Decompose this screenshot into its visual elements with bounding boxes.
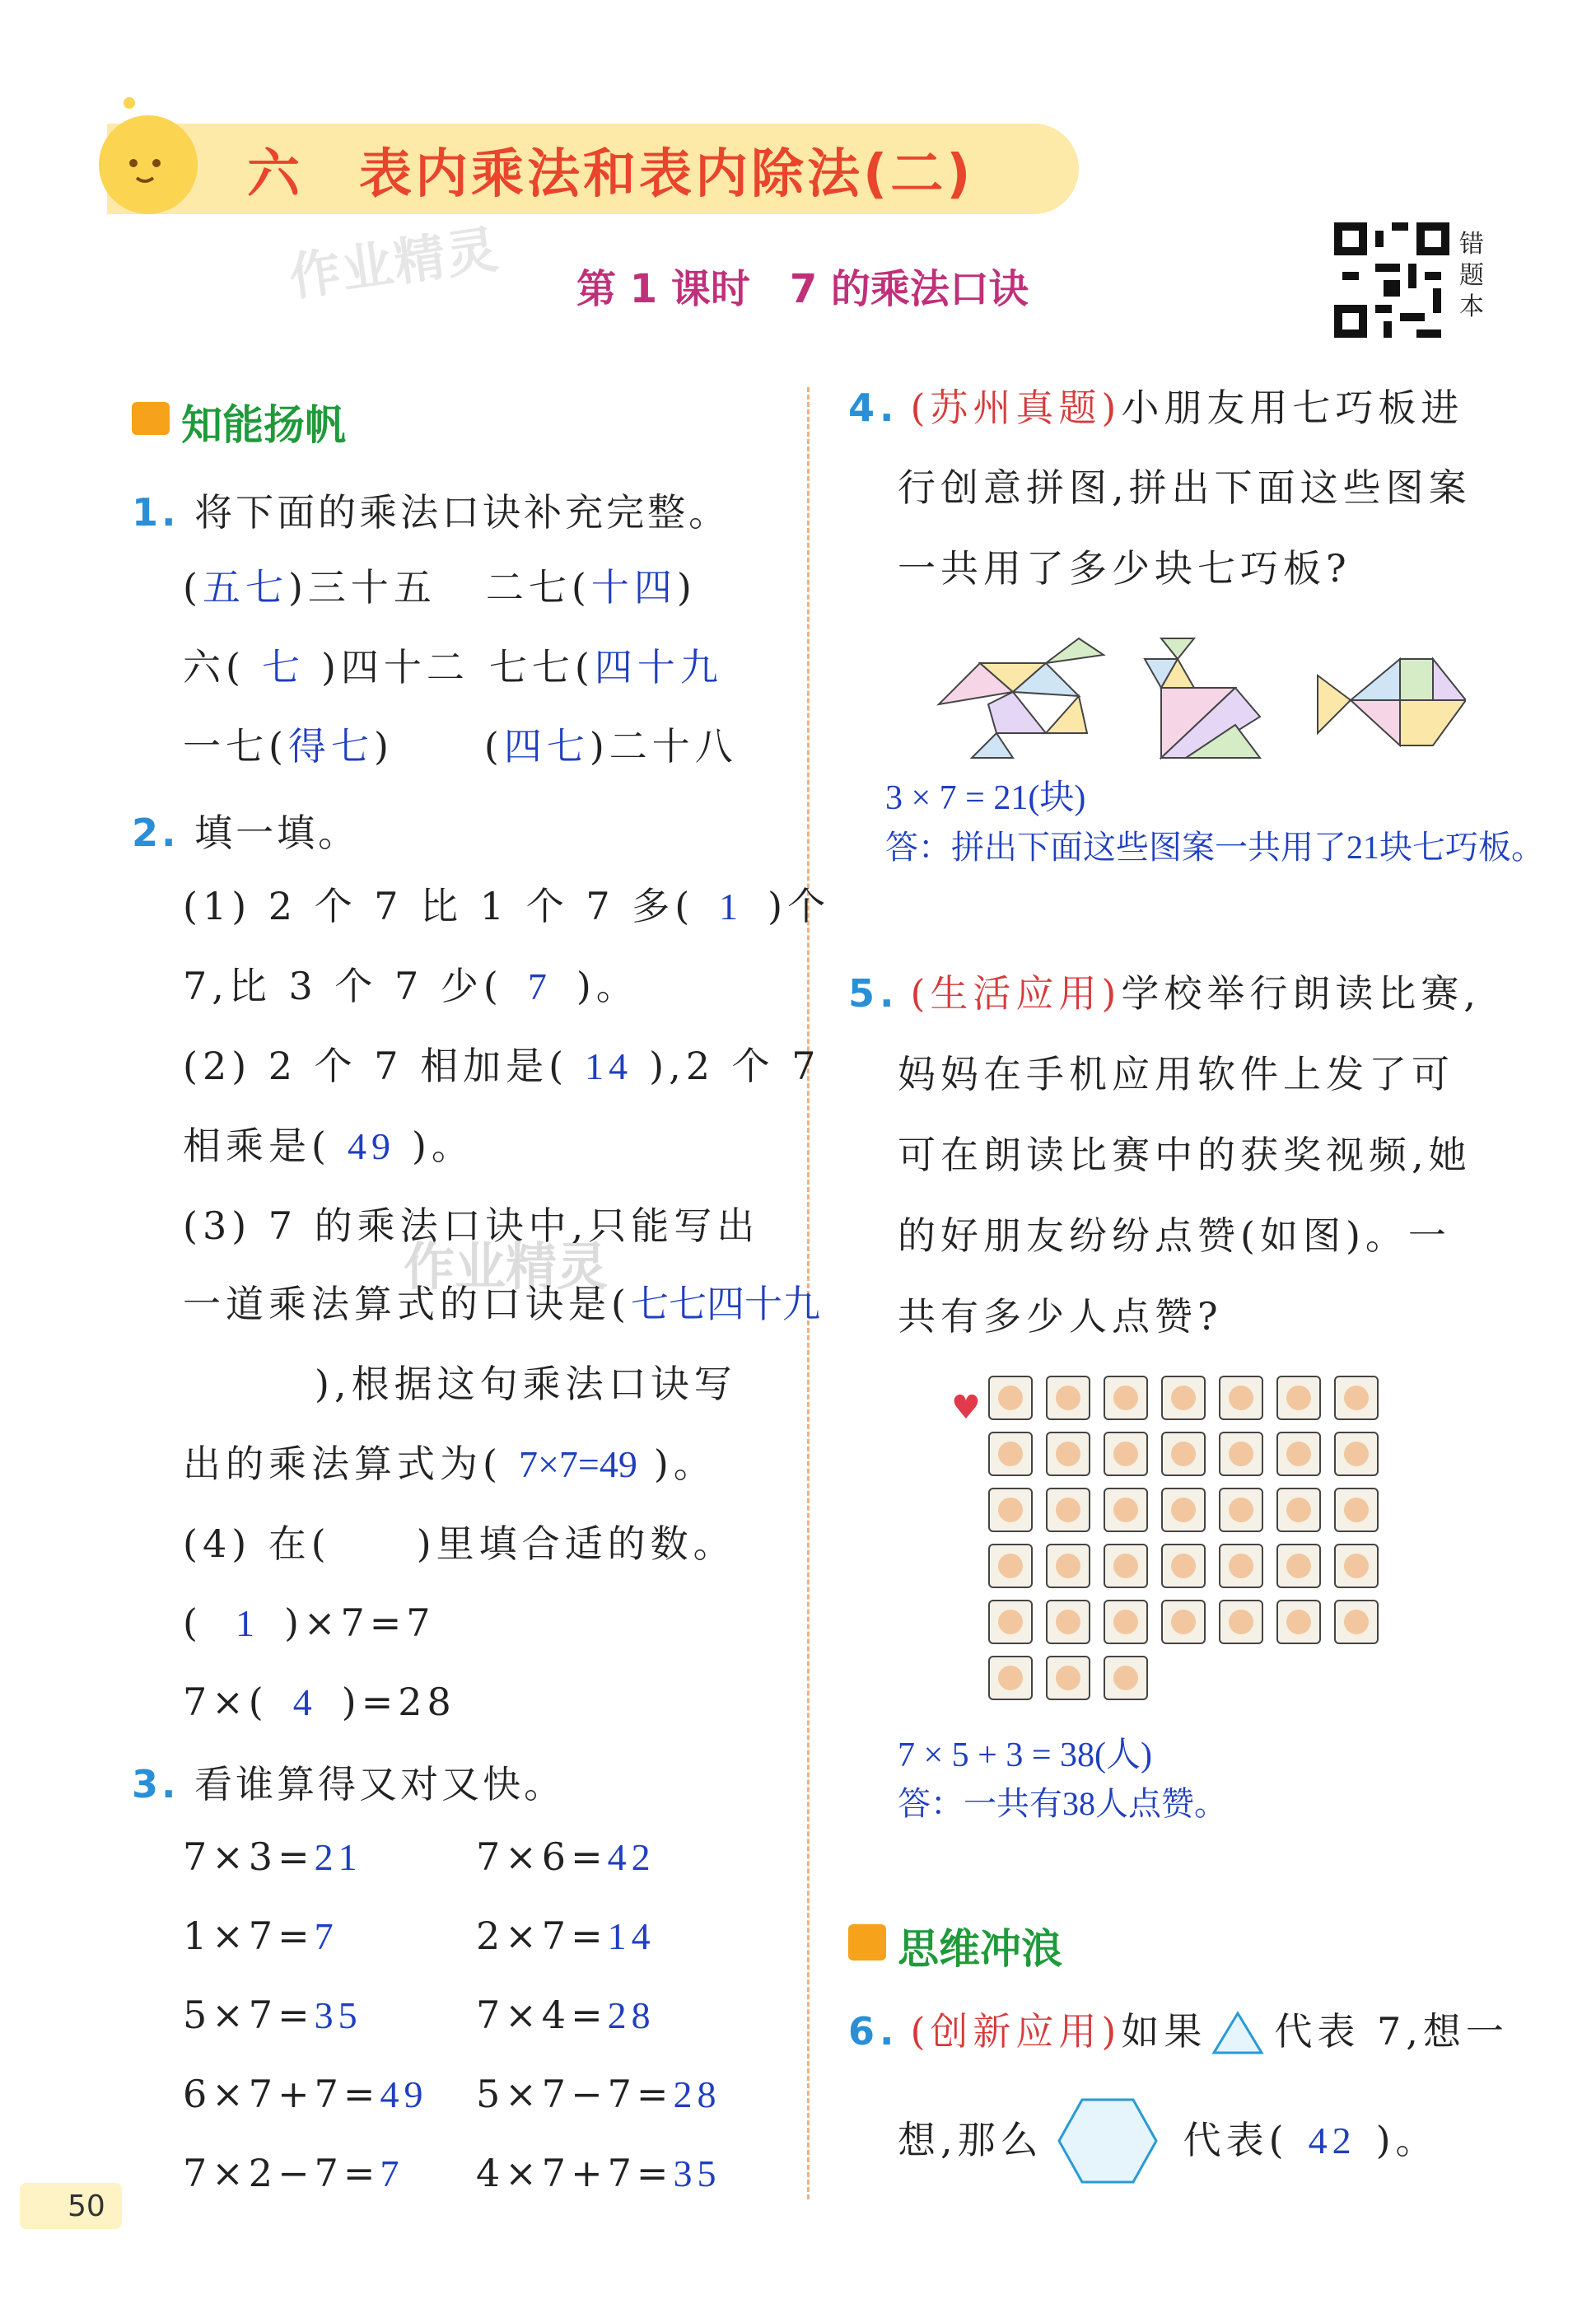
- avatar: [1334, 1600, 1379, 1644]
- avatar: [1161, 1544, 1206, 1588]
- q3-row-4: 6×7+7=49 5×7−7=28: [183, 2072, 721, 2116]
- triangle-icon: [1211, 2010, 1265, 2056]
- avatar: [1219, 1600, 1263, 1644]
- avatar: [988, 1488, 1033, 1532]
- likes-avatar-grid: [988, 1376, 1433, 1713]
- answer: 1: [719, 886, 744, 928]
- q2-line-5: (3) 7 的乘法口诀中,只能写出: [183, 1203, 760, 1248]
- q2-line-9: (4) 在( )里填合适的数。: [183, 1521, 736, 1566]
- answer: 十四: [590, 567, 677, 609]
- q5-line-3: 可在朗读比赛中的获奖视频,她: [898, 1133, 1472, 1177]
- avatar: [1276, 1376, 1321, 1420]
- answer: 35: [314, 1994, 362, 2036]
- q5-line-4: 的好朋友纷纷点赞(如图)。一: [898, 1213, 1451, 1258]
- answer: 4: [292, 1681, 317, 1723]
- q2-line-7: ),根据这句乘法口诀写: [315, 1362, 737, 1406]
- section-icon: [132, 402, 170, 435]
- avatar: [1219, 1432, 1263, 1476]
- answer: 42: [607, 1836, 656, 1878]
- answer: 14: [607, 1915, 656, 1957]
- q2-heading: [132, 803, 359, 858]
- answer: 7: [527, 965, 552, 1007]
- avatar: [1276, 1544, 1321, 1588]
- q2-line-2: 7,比 3 个 7 少( 7 )。: [183, 964, 639, 1008]
- q4-number: 4.: [848, 386, 899, 430]
- q2-line-11: 7×( 4 )=28: [183, 1680, 456, 1724]
- answer: 四十九: [594, 647, 723, 689]
- q5-line-1: 5. (生活应用)学校举行朗读比赛,: [848, 971, 1482, 1016]
- avatar: [1334, 1544, 1379, 1588]
- avatar: [1276, 1600, 1321, 1644]
- answer: 七七四十九: [630, 1283, 820, 1325]
- tangram-figures: [922, 626, 1466, 766]
- avatar: [1276, 1488, 1321, 1532]
- q1-row-1: (五七)三十五 二七(十四): [183, 565, 697, 610]
- avatar: [988, 1656, 1033, 1700]
- q1-row-3: 一七(得七) (四七)二十八: [183, 724, 738, 769]
- answer: 28: [673, 2073, 721, 2115]
- avatar: [1219, 1376, 1263, 1420]
- q2-line-10: ( 1 )×7=7: [183, 1601, 436, 1645]
- q4-answer-equation: 3 × 7 = 21(块): [885, 779, 1086, 817]
- avatar: [1334, 1488, 1379, 1532]
- mascot-antenna-icon: [124, 97, 135, 109]
- avatar: [1334, 1432, 1379, 1476]
- answer: 49: [347, 1125, 395, 1167]
- q1-row-2: 六( 七 )四十二 七七(四十九: [183, 645, 723, 689]
- avatar: [1219, 1544, 1263, 1588]
- q6-number: 6.: [848, 2009, 899, 2054]
- q5-answer-equation: 7 × 5 + 3 = 38(人): [898, 1736, 1153, 1774]
- q5-tag: (生活应用): [910, 971, 1122, 1016]
- qr-code-icon[interactable]: [1334, 222, 1449, 338]
- q2-line-8: 出的乘法算式为( 7×7=49 )。: [183, 1442, 716, 1486]
- q5-line-5: 共有多少人点赞?: [898, 1294, 1223, 1339]
- avatar: [1161, 1376, 1206, 1420]
- tangram-fish-icon: [1318, 659, 1466, 745]
- avatar: [1046, 1432, 1090, 1476]
- avatar: [988, 1376, 1033, 1420]
- q1-number: 1.: [132, 490, 180, 535]
- avatar: [1104, 1376, 1148, 1420]
- q4-answer-text: 答：拼出下面这些图案一共用了21块七巧板。: [885, 829, 1544, 866]
- q2-line-3: (2) 2 个 7 相加是( 14 ),2 个 7: [183, 1044, 821, 1088]
- answer: 得七: [287, 726, 374, 768]
- answer: 35: [673, 2152, 721, 2194]
- q3-heading: [132, 1755, 565, 1809]
- avatar: [1276, 1432, 1321, 1476]
- avatar: [1104, 1600, 1148, 1644]
- page-number: 50: [68, 2190, 105, 2223]
- watermark-mid: 作业精灵: [404, 1236, 609, 1297]
- section-title-knowledge: 知能扬帆: [181, 401, 346, 449]
- q3-text: 看谁算得又对又快。: [194, 1762, 566, 1806]
- answer: 七: [261, 647, 305, 689]
- q4-line-2: 行创意拼图,拼出下面这些图案: [898, 465, 1472, 510]
- avatar: [1046, 1600, 1090, 1644]
- q5-number: 5.: [848, 971, 899, 1016]
- chapter-title: 六 表内乘法和表内除法(二): [247, 144, 974, 205]
- avatar: [1104, 1656, 1148, 1700]
- q5-line-2: 妈妈在手机应用软件上发了可: [898, 1052, 1454, 1096]
- q1-text: 将下面的乘法口诀补充完整。: [194, 490, 730, 535]
- q2-number: 2.: [132, 811, 180, 855]
- q3-row-1: 7×3=21 7×6=42: [183, 1834, 656, 1879]
- answer: 1: [235, 1602, 259, 1644]
- q3-row-2: 1×7=7 2×7=14: [183, 1914, 656, 1958]
- answer: 7: [314, 1915, 338, 1957]
- q3-row-5: 7×2−7=7 4×7+7=35: [183, 2151, 721, 2195]
- answer: 四七: [503, 726, 590, 768]
- avatar: [988, 1600, 1033, 1644]
- avatar: [1219, 1488, 1263, 1532]
- avatar: [1104, 1544, 1148, 1588]
- answer: 21: [314, 1836, 362, 1878]
- avatar: [988, 1432, 1033, 1476]
- heart-icon: ♥: [951, 1389, 981, 1427]
- sun-mascot-icon: [99, 115, 198, 214]
- answer: 42: [1308, 2119, 1356, 2161]
- tangram-horse-icon: [939, 638, 1104, 758]
- answer: 28: [607, 1994, 656, 2036]
- avatar: [1161, 1488, 1206, 1532]
- q1-heading: [132, 483, 730, 537]
- qr-label: 错 题 本: [1459, 230, 1484, 321]
- watermark: 作业精灵: [285, 218, 503, 308]
- answer: 7: [380, 2152, 404, 2194]
- q3-row-3: 5×7=35 7×4=28: [183, 1993, 656, 2037]
- q5-answer-text: 答：一共有38人点赞。: [898, 1785, 1227, 1822]
- avatar: [1046, 1656, 1090, 1700]
- answer: 五七: [202, 567, 288, 609]
- q4-line-3: 一共用了多少块七巧板?: [898, 546, 1351, 591]
- avatar: [1046, 1488, 1090, 1532]
- avatar: [1104, 1432, 1148, 1476]
- section-icon: [848, 1924, 886, 1961]
- answer: 7×7=49: [518, 1443, 637, 1485]
- q6-tag: (创新应用): [910, 2009, 1122, 2054]
- avatar: [1334, 1376, 1379, 1420]
- tangram-swan-icon: [1145, 638, 1260, 758]
- q2-line-1: (1) 2 个 7 比 1 个 7 多( 1 )个: [183, 884, 831, 928]
- q2-line-6: 一道乘法算式的口诀是(七七四十九: [183, 1282, 820, 1326]
- q2-line-4: 相乘是( 49 )。: [183, 1124, 474, 1168]
- answer: 14: [585, 1045, 633, 1087]
- q4-tag: (苏州真题): [910, 386, 1122, 430]
- answer: 49: [380, 2073, 428, 2115]
- q2-text: 填一填。: [194, 811, 360, 855]
- avatar: [1161, 1600, 1206, 1644]
- q4-line-1: 4. (苏州真题)小朋友用七巧板进: [848, 386, 1464, 430]
- q3-number: 3.: [132, 1762, 180, 1806]
- q6-line-1: 6. (创新应用)如果 代表 7,想一: [848, 2009, 1509, 2054]
- lesson-title: 第 1 课时 7 的乘法口诀: [576, 266, 1029, 312]
- avatar: [1161, 1432, 1206, 1476]
- avatar: [1046, 1376, 1090, 1420]
- section-title-thinking: 思维冲浪: [898, 1925, 1062, 1973]
- avatar: [1046, 1544, 1090, 1588]
- avatar: [988, 1544, 1033, 1588]
- avatar: [1104, 1488, 1148, 1532]
- q6-line-2: 想,那么 代表( 42 )。: [898, 2118, 1439, 2162]
- hexagon-icon: [1056, 2096, 1160, 2185]
